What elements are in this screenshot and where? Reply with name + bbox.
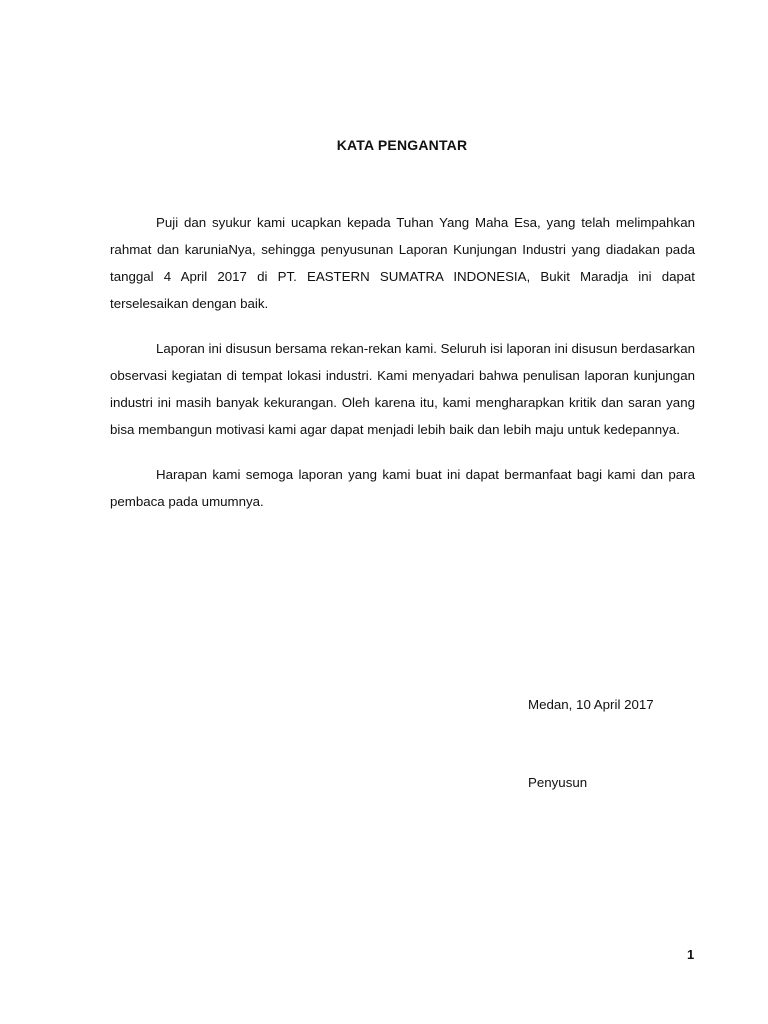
- signer-label: Penyusun: [528, 775, 588, 790]
- place-date: Medan, 10 April 2017: [528, 697, 654, 712]
- page-title: KATA PENGANTAR: [336, 137, 468, 153]
- page-number: 1: [687, 947, 695, 962]
- paragraph-2: Laporan ini disusun bersama rekan-rekan kami. Seluruh isi laporan ini disusun berdasarkan observasi kegiatan di tempat lokasi industri. Kami menyadari bahwa penulisan laporan kunjungan industri ini masih banyak kekurangan. Oleh karena itu, kami mengharapkan kritik dan saran yang bisa membangun motivasi kami agar dapat menjadi lebih baik dan lebih maju untuk kedepannya.: [110, 341, 695, 437]
- paragraph-3: Harapan kami semoga laporan yang kami buat ini dapat bermanfaat bagi kami dan para pembaca pada umumnya.: [110, 467, 695, 509]
- document-body: [110, 209, 695, 533]
- paragraph-1: Puji dan syukur kami ucapkan kepada Tuhan Yang Maha Esa, yang telah melimpahkan rahmat dan karuniaNya, sehingga penyusunan Laporan Kunjungan Industri yang diadakan pada tanggal 4 April 2017 di PT. EASTERN SUMATRA INDONESIA, Bukit Maradja ini dapat terselesaikan dengan baik.: [110, 215, 695, 311]
